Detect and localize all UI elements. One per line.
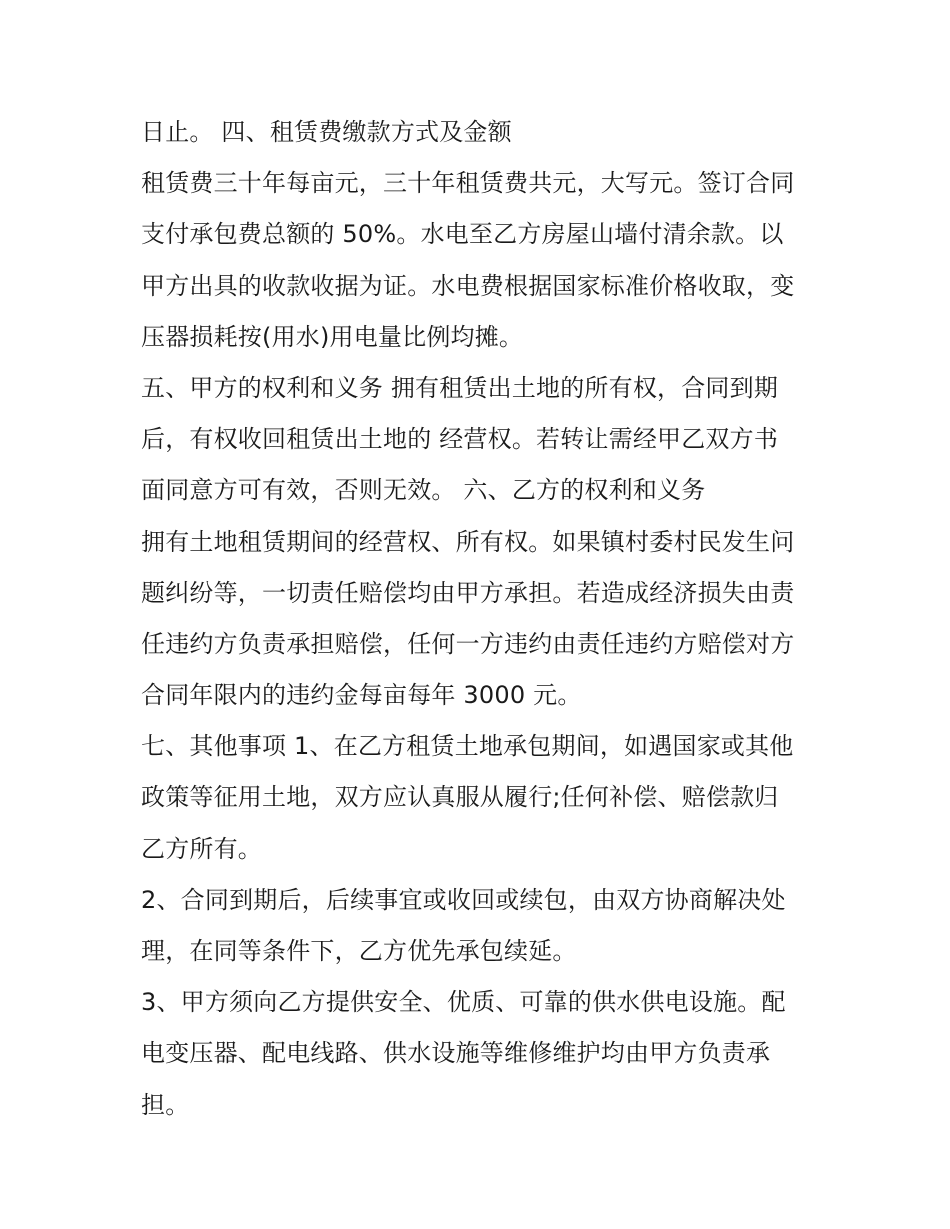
document-body <box>141 107 821 1131</box>
text-line-16: 2、合同到期后，后续事宜或收回或续包，由双方协商解决处 <box>141 885 786 914</box>
text-line-2: 租赁费三十年每亩元，三十年租赁费共元，大写元。签订合同 <box>141 169 795 198</box>
text-line-13: 七、其他事项 1、在乙方租赁土地承包期间，如遇国家或其他 <box>141 732 794 761</box>
text-line-18: 3、甲方须向乙方提供安全、优质、可靠的供水供电设施。配 <box>141 988 786 1017</box>
text-line-20: 担。 <box>141 1090 190 1119</box>
text-line-12: 合同年限内的违约金每亩每年 3000 元。 <box>141 681 582 710</box>
text-line-4: 甲方出具的收款收据为证。水电费根据国家标准价格收取，变 <box>141 271 795 300</box>
text-line-15: 乙方所有。 <box>141 834 262 863</box>
text-line-5: 压器损耗按(用水)用电量比例均摊。 <box>141 322 524 351</box>
text-line-19: 电变压器、配电线路、供水设施等维修维护均由甲方负责承 <box>141 1039 771 1068</box>
text-line-10: 题纠纷等，一切责任赔偿均由甲方承担。若造成经济损失由责 <box>141 578 795 607</box>
text-line-14: 政策等征用土地，双方应认真服从履行;任何补偿、赔偿款归 <box>141 783 779 812</box>
text-line-6: 五、甲方的权利和义务 拥有租赁出土地的所有权，合同到期 <box>141 373 779 402</box>
text-line-3: 支付承包费总额的 50%。水电至乙方房屋山墙付清余款。以 <box>141 220 784 249</box>
text-line-9: 拥有土地租赁期间的经营权、所有权。如果镇村委村民发生问 <box>141 527 795 556</box>
text-line-11: 任违约方负责承担赔偿，任何一方违约由责任违约方赔偿对方 <box>141 629 795 658</box>
text-line-17: 理，在同等条件下，乙方优先承包续延。 <box>141 937 577 965</box>
text-line-7: 后，有权收回租赁出土地的 经营权。若转让需经甲乙双方书 <box>141 425 779 454</box>
text-line-8: 面同意方可有效，否则无效。 六、乙方的权利和义务 <box>141 476 706 505</box>
text-line-1: 日止。 四、租赁费缴款方式及金额 <box>141 118 512 146</box>
